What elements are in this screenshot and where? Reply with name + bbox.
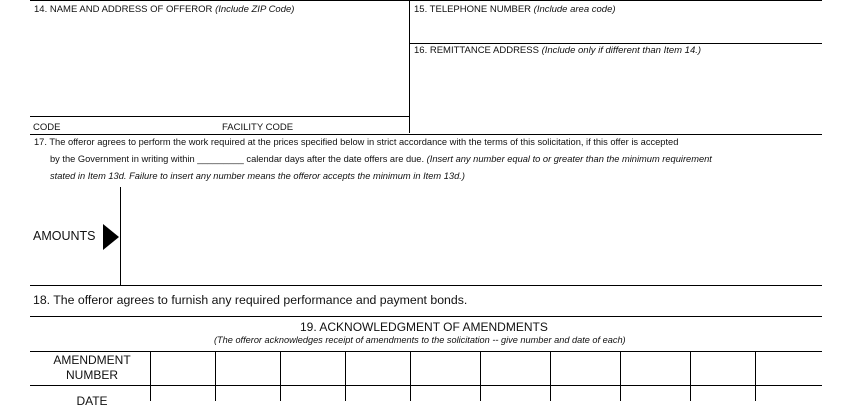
section19-title: 19. ACKNOWLEDGMENT OF AMENDMENTS bbox=[300, 320, 548, 334]
divider-above-17 bbox=[30, 134, 822, 135]
section18-label: 18. The offeror agrees to furnish any required performance and payment bonds. bbox=[33, 293, 468, 307]
amendment-number-line2: NUMBER bbox=[65, 368, 118, 382]
divider-above-18 bbox=[30, 285, 822, 286]
amendment-table-mid bbox=[30, 385, 822, 386]
amendment-number-header bbox=[34, 353, 150, 383]
amendment-number-cell[interactable] bbox=[552, 353, 619, 384]
remittance-address-field[interactable] bbox=[412, 58, 820, 132]
amounts-field[interactable] bbox=[122, 190, 820, 284]
amendment-number-cell[interactable] bbox=[412, 353, 479, 384]
section17-line1: 17. The offeror agrees to perform the work required at the prices specified below in strict accordance with the terms of this solicitation, if this offer is accepted bbox=[34, 137, 679, 147]
facility-code-field[interactable] bbox=[298, 119, 408, 133]
divider-14-15 bbox=[409, 0, 410, 133]
amendment-col-divider bbox=[480, 351, 481, 401]
date-row-header: DATE bbox=[76, 394, 108, 408]
section15-note: (Include area code) bbox=[533, 4, 616, 15]
offeror-name-address-field[interactable] bbox=[32, 18, 408, 114]
amendment-number-cell[interactable] bbox=[482, 353, 549, 384]
telephone-number-field[interactable] bbox=[412, 18, 820, 42]
section15-number: 15. TELEPHONE NUMBER bbox=[414, 4, 532, 15]
amendment-col-divider bbox=[345, 351, 346, 401]
section17-line2-text-a: by the Government in writing within bbox=[50, 154, 195, 164]
section15-label bbox=[414, 5, 616, 15]
divider-above-19 bbox=[30, 316, 822, 317]
amendment-col-divider bbox=[550, 351, 551, 401]
amendment-number-cell[interactable] bbox=[217, 353, 279, 384]
calendar-days-blank[interactable]: _________ bbox=[197, 154, 244, 164]
section17-line2-note: (Insert any number equal to or greater than the minimum requirement bbox=[426, 154, 712, 164]
amendment-col-divider bbox=[690, 351, 691, 401]
section14-label bbox=[34, 5, 294, 15]
offeror-address-underline bbox=[30, 116, 410, 117]
amendment-number-cell[interactable] bbox=[347, 353, 409, 384]
facility-code-label: FACILITY CODE bbox=[222, 122, 294, 133]
section17-line2 bbox=[50, 155, 712, 164]
form-top-border bbox=[30, 0, 822, 1]
amendment-col-divider bbox=[410, 351, 411, 401]
amendment-col-divider bbox=[215, 351, 216, 401]
divider-15-16 bbox=[410, 43, 822, 44]
amounts-label: AMOUNTS bbox=[33, 229, 96, 243]
section19-subtitle: (The offeror acknowledges receipt of amendments to the solicitation -- give number and date of each) bbox=[214, 335, 626, 345]
section16-note: (Include only if different than Item 14.) bbox=[541, 45, 702, 56]
section17-line3-note: stated in Item 13d. Failure to insert any number means the offeror accepts the minimum in Item 13d.) bbox=[50, 171, 465, 181]
amendment-col-divider bbox=[755, 351, 756, 401]
amendment-number-line1: AMENDMENT bbox=[53, 353, 131, 367]
amendment-number-cell[interactable] bbox=[757, 353, 820, 384]
section17-line2-text-b: calendar days after the date offers are due. bbox=[246, 154, 425, 164]
amounts-divider bbox=[120, 187, 121, 285]
amendment-table-top bbox=[30, 351, 822, 352]
right-triangle-arrow-icon bbox=[103, 224, 119, 250]
section16-number: 16. REMITTANCE ADDRESS bbox=[414, 45, 539, 56]
amendment-number-cell[interactable] bbox=[692, 353, 754, 384]
code-label: CODE bbox=[33, 122, 61, 133]
amendment-col-divider bbox=[280, 351, 281, 401]
amendment-number-cell[interactable] bbox=[622, 353, 689, 384]
amendment-number-cell[interactable] bbox=[152, 353, 214, 384]
section14-note: (Include ZIP Code) bbox=[215, 4, 295, 15]
section14-number: 14. NAME AND ADDRESS OF OFFEROR bbox=[34, 4, 213, 15]
amendment-number-cell[interactable] bbox=[282, 353, 344, 384]
amendment-col-divider bbox=[620, 351, 621, 401]
section17-line3 bbox=[50, 172, 465, 181]
section16-label bbox=[414, 46, 701, 56]
code-field[interactable] bbox=[66, 119, 216, 133]
amendment-col-divider bbox=[150, 351, 151, 401]
